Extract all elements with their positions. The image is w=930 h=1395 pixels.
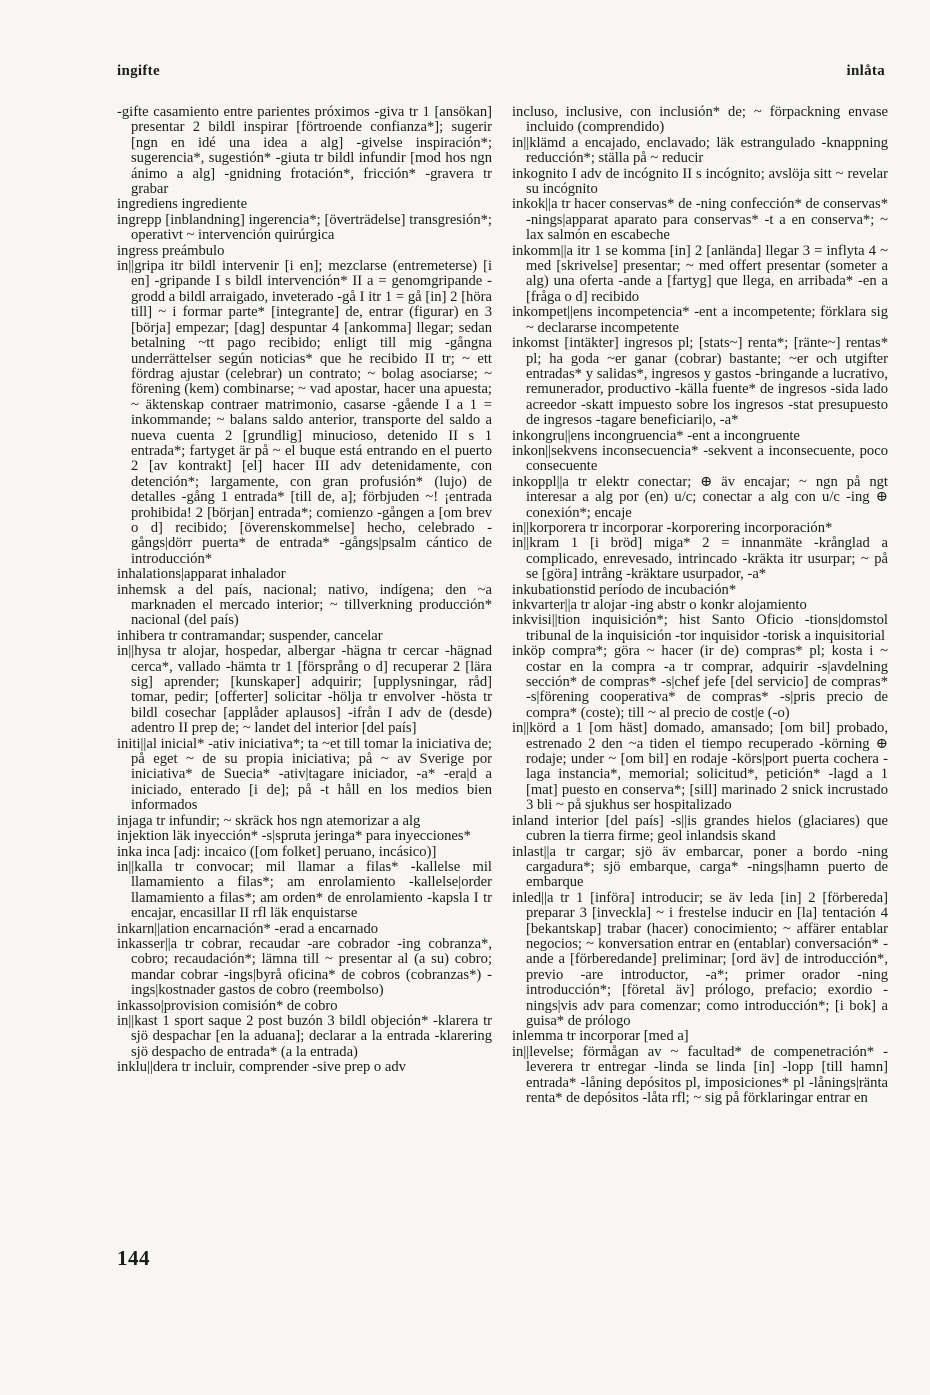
dictionary-entry: inkognito I adv de incógnito II s incógnito; avslöja sitt ~ revelar su incógnito: [512, 165, 888, 198]
dictionary-entry: in||korporera tr incorporar -korporering incorporación*: [512, 519, 833, 536]
dictionary-entry: ingrediens ingrediente: [117, 196, 248, 213]
dictionary-entry: inhibera tr contramandar; suspender, cancelar: [117, 627, 383, 644]
dictionary-entry: inköp compra*; göra ~ hacer (ir de) compras* pl; kosta i ~ costar en la compra -a tr comprar, adquirir -s|avdelning sección* de compras* -s|chef jefe [del servicio] de compras* -s|förening cooperativa* de compras* -s|pris precio de compra* (coste); till ~ al precio de cost|e (-o): [512, 643, 888, 721]
dictionary-entry: inkarn||ation encarnación* -erad a encarnado: [117, 920, 379, 937]
dictionary-entry: incluso, inclusive, con inclusión* de; ~ förpackning envase incluido (comprendido): [512, 104, 888, 136]
dictionary-entry: inka inca [adj: incaico ([om folket] peruano, incásico)]: [117, 843, 437, 860]
left-column: [117, 105, 492, 1076]
dictionary-entry: ingrepp [inblandning] ingerencia*; [överträdelse] transgresión*; operativt ~ intervención quirúrgica: [117, 211, 492, 244]
running-head-right: inlåta: [846, 63, 885, 79]
right-column: [512, 105, 888, 1106]
dictionary-entry: inled||a tr 1 [införa] introducir; se äv leda [in] 2 [förbereda] preparar 3 [inveckla] ~ i frestelse inducir en [la] tentación 4 [bekantskap] trabar (hacer) conocimiento; ~ affärer entablar negocios; ~ konversation entrar en (entablar) conversación* -ande a [förberedande] preliminar; [ord äv] de introducción*, previo -are introductor, -a*; primer orador -ning introducción*; [företal äv] prólogo, prefacio; exordio -nings|vis adv para comenzar; como introducción*; [i bok] a guisa* de prólogo: [512, 889, 888, 1029]
dictionary-entry: in||körd a 1 [om häst] domado, amansado; [om bil] probado, estrenado 2 den ~a tiden el tiempo recuperado -körning ⊕ rodaje; under ~ [om bil] en rodaje -körs|port puerta cochera -laga instancia*, memorial; solicitud*, petición* -lagd a 1 [mat] puesto en conserva*; [sill] marinado 2 snick incrustado 3 bli ~ på sjukhus ser hospitalizado: [512, 720, 888, 814]
dictionary-entry: inkomm||a itr 1 se komma [in] 2 [anlända] llegar 3 = inflyta 4 ~ med [skrivelse] presentar; ~ med offert presentar (someter a alg) una oferta -ande a [fartyg] que llega, en arribada* -en a [fråga o d] recibido: [512, 242, 888, 305]
dictionary-entry: inland interior [del país] -s||is grandes hielos (glaciares) que cubren la tierra firme; geol inlandsis skand: [512, 812, 888, 845]
dictionary-entry: inkompet||ens incompetencia* -ent a incompetente; förklara sig ~ declararse incompetente: [512, 304, 888, 336]
dictionary-entry: inkon||sekvens inconsecuencia* -sekvent a inconsecuente, poco consecuente: [512, 442, 888, 475]
dictionary-entry: inkasser||a tr cobrar, recaudar -are cobrador -ing cobranza*, cobro; recaudación*; lämna till ~ presentar al (a su) cobro; mandar cobrar -ings|byrå oficina* de cobros (cobranzas*) -ings|kostnader gastos de cobro (reembolso): [117, 935, 492, 999]
dictionary-entry: in||kast 1 sport saque 2 post buzón 3 bildl objeción* -klarera tr sjö despachar [en la aduana]; declarar a la entrada -klarering sjö despacho de entrada* (a la entrada): [117, 1012, 492, 1060]
dictionary-entry: inlast||a tr cargar; sjö äv embarcar, poner a bordo -ning cargadura*; sjö embarque, carga* -nings|hamn puerto de embarque: [512, 843, 888, 891]
dictionary-entry: inkoppl||a tr elektr conectar; ⊕ äv encajar; ~ ngn på ngt interesar a alg por (en) u/c; conectar a alg con u/c -ing ⊕ conexión*; encaje: [512, 473, 888, 521]
dictionary-entry: inkvisi||tion inquisición*; hist Santo Oficio -tions|domstol tribunal de la inquisición -tor inquisidor -torisk a inquisitorial: [512, 612, 888, 644]
running-head-left: ingifte: [117, 63, 160, 79]
dictionary-entry: inklu||dera tr incluir, comprender -sive prep o adv: [117, 1059, 406, 1076]
dictionary-entry: inhalations|apparat inhalador: [117, 566, 286, 583]
dictionary-entry: inkubationstid período de incubación*: [512, 581, 737, 598]
dictionary-entry: inkok||a tr hacer conservas* de -ning confección* de conservas* -nings|apparat aparato para conservas* -t a en conserva*; ~ lax salmón en escabeche: [512, 196, 888, 244]
dictionary-entry: in||levelse; förmågan av ~ facultad* de compenetración* -leverera tr entregar -linda se linda [in] -lopp [till hamn] entrada* -låning depósitos pl, imposiciones* pl -lånings|ränta renta* de depósitos -låta rfl; ~ sig på förklaringar entrar en: [512, 1043, 888, 1106]
dictionary-entry: in||kram 1 [i bröd] miga* 2 = innanmäte -krånglad a complicado, enrevesado, intrincado -kräkta itr usurpar; ~ på se [göra] intrång -kräktare usurpador, -a*: [512, 535, 888, 583]
dictionary-entry: inhemsk a del país, nacional; nativo, indígena; den ~a marknaden el mercado interior; ~ tillverkning producción* nacional (del país): [117, 581, 492, 629]
dictionary-entry: injektion läk inyección* -s|spruta jeringa* para inyecciones*: [117, 828, 471, 845]
dictionary-entry: in||gripa itr bildl intervenir [i en]; mezclarse (entremeterse) [i en] -gripande I s bildl intervención* II a = genomgripande -grodd a bildl arraigado, inveterado -gå I itr 1 = gå [in] 2 [höra till] ~ i formar parte* [integrante] de, entrar (figurar) en 3 [börja] empezar; [dag] despuntar 4 [ankomma] llegar; sedan betalning ~tt pago recibido; enligt till mig -gångna underrättelser según noticias* que he recibido II tr; ~ ett fördrag ajustar (celebrar) un contrato; ~ bolag asociarse; ~ förening (kem) combinarse; ~ vad apostar, hacer una apuesta; ~ äktenskap contraer matrimonio, casarse -gående I a 1 = inkommande; ~ balans saldo anterior, transporte del saldo a nueva cuenta 2 [grundlig] minucioso, detenido II s 1 entrada*; fartyget är på ~ el buque está entrando en el puerto 2 [av kontrakt] [el] hacer III adv detenidamente, con detención*; largamente, con gran profusión* (lujo) de detalles -gång 1 entrada* [till de, a]; förbjuden ~! ¡entrada prohibida! 2 [början] entrada*; comienzo -gången a [om brev o d] recibido; [överenskommelse] hecho, celebrado -gångs|dörr puerta* de entrada* -gångs|psalm cántico de introducción*: [117, 258, 492, 567]
dictionary-entry: injaga tr infundir; ~ skräck hos ngn atemorizar a alg: [117, 812, 421, 829]
dictionary-entry: in||klämd a encajado, enclavado; läk estrangulado -knappning reducción*; ställa på ~ reducir: [512, 134, 888, 167]
dictionary-entry: inkasso|provision comisión* de cobro: [117, 997, 338, 1014]
dictionary-entry: inkomst [intäkter] ingresos pl; [stats~] renta*; [ränte~] rentas* pl; ha goda ~er ganar (cobrar) bastante; ~er och utgifter entradas* y salidas*, ingresos y gastos -bringande a lucrativo, remunerador, productivo -källa fuente* de ingresos -sida lado acreedor -skatt impuesto sobre los ingresos -stat presupuesto de ingresos -tagare beneficiari|o, -a*: [512, 335, 888, 429]
dictionary-entry: initi||al inicial* -ativ iniciativa*; ta ~et till tomar la iniciativa de; på eget ~ de su propia iniciativa; på ~ av Sverige por iniciativa* de Suecia* -ativ|tagare iniciador, -a* -era|d a iniciado, enterado [i de]; på -t håll en los medios bien informados: [117, 735, 492, 814]
dictionary-entry: -gifte casamiento entre parientes próximos -giva tr 1 [ansökan] presentar 2 bildl inspirar [förtroende confianza*]; sugerir [ngn en idé una idea a alg] -givelse inspiración*; sugerencia*, sugestión* -giuta tr bildl infundir [mod hos ngn ánimo a alg] -gnidning frotación*, fricción* -gravera tr grabar: [117, 104, 492, 198]
dictionary-entry: inkongru||ens incongruencia* -ent a incongruente: [512, 427, 800, 444]
dictionary-entry: ingress preámbulo: [117, 242, 225, 259]
page-number: 144: [117, 1246, 150, 1270]
dictionary-entry: inlemma tr incorporar [med a]: [512, 1028, 689, 1045]
dictionary-entry: in||hysa tr alojar, hospedar, albergar -hägna tr cercar -hägnad cerca*, vallado -hämta tr 1 [försprång o d] recuperar 2 [lära sig] aprender; [kunskaper] adquirir; [upplysningar, råd] tomar, pedir; [offerter] solicitar -hölja tr envolver -hösta tr bildl cosechar [applåder aplausos] -ifrån I adv de (desde) adentro II prep de; ~ landet del interior [del país]: [117, 643, 492, 737]
dictionary-entry: inkvarter||a tr alojar -ing abstr o konkr alojamiento: [512, 597, 807, 613]
dictionary-entry: in||kalla tr convocar; mil llamar a filas* -kallelse mil llamamiento a filas*; am enrolamiento -kallelse|order llamamiento a filas*; am orden* de enrolamiento -kapsla I tr encajar, encasillar II rfl läk enquistarse: [117, 858, 492, 922]
